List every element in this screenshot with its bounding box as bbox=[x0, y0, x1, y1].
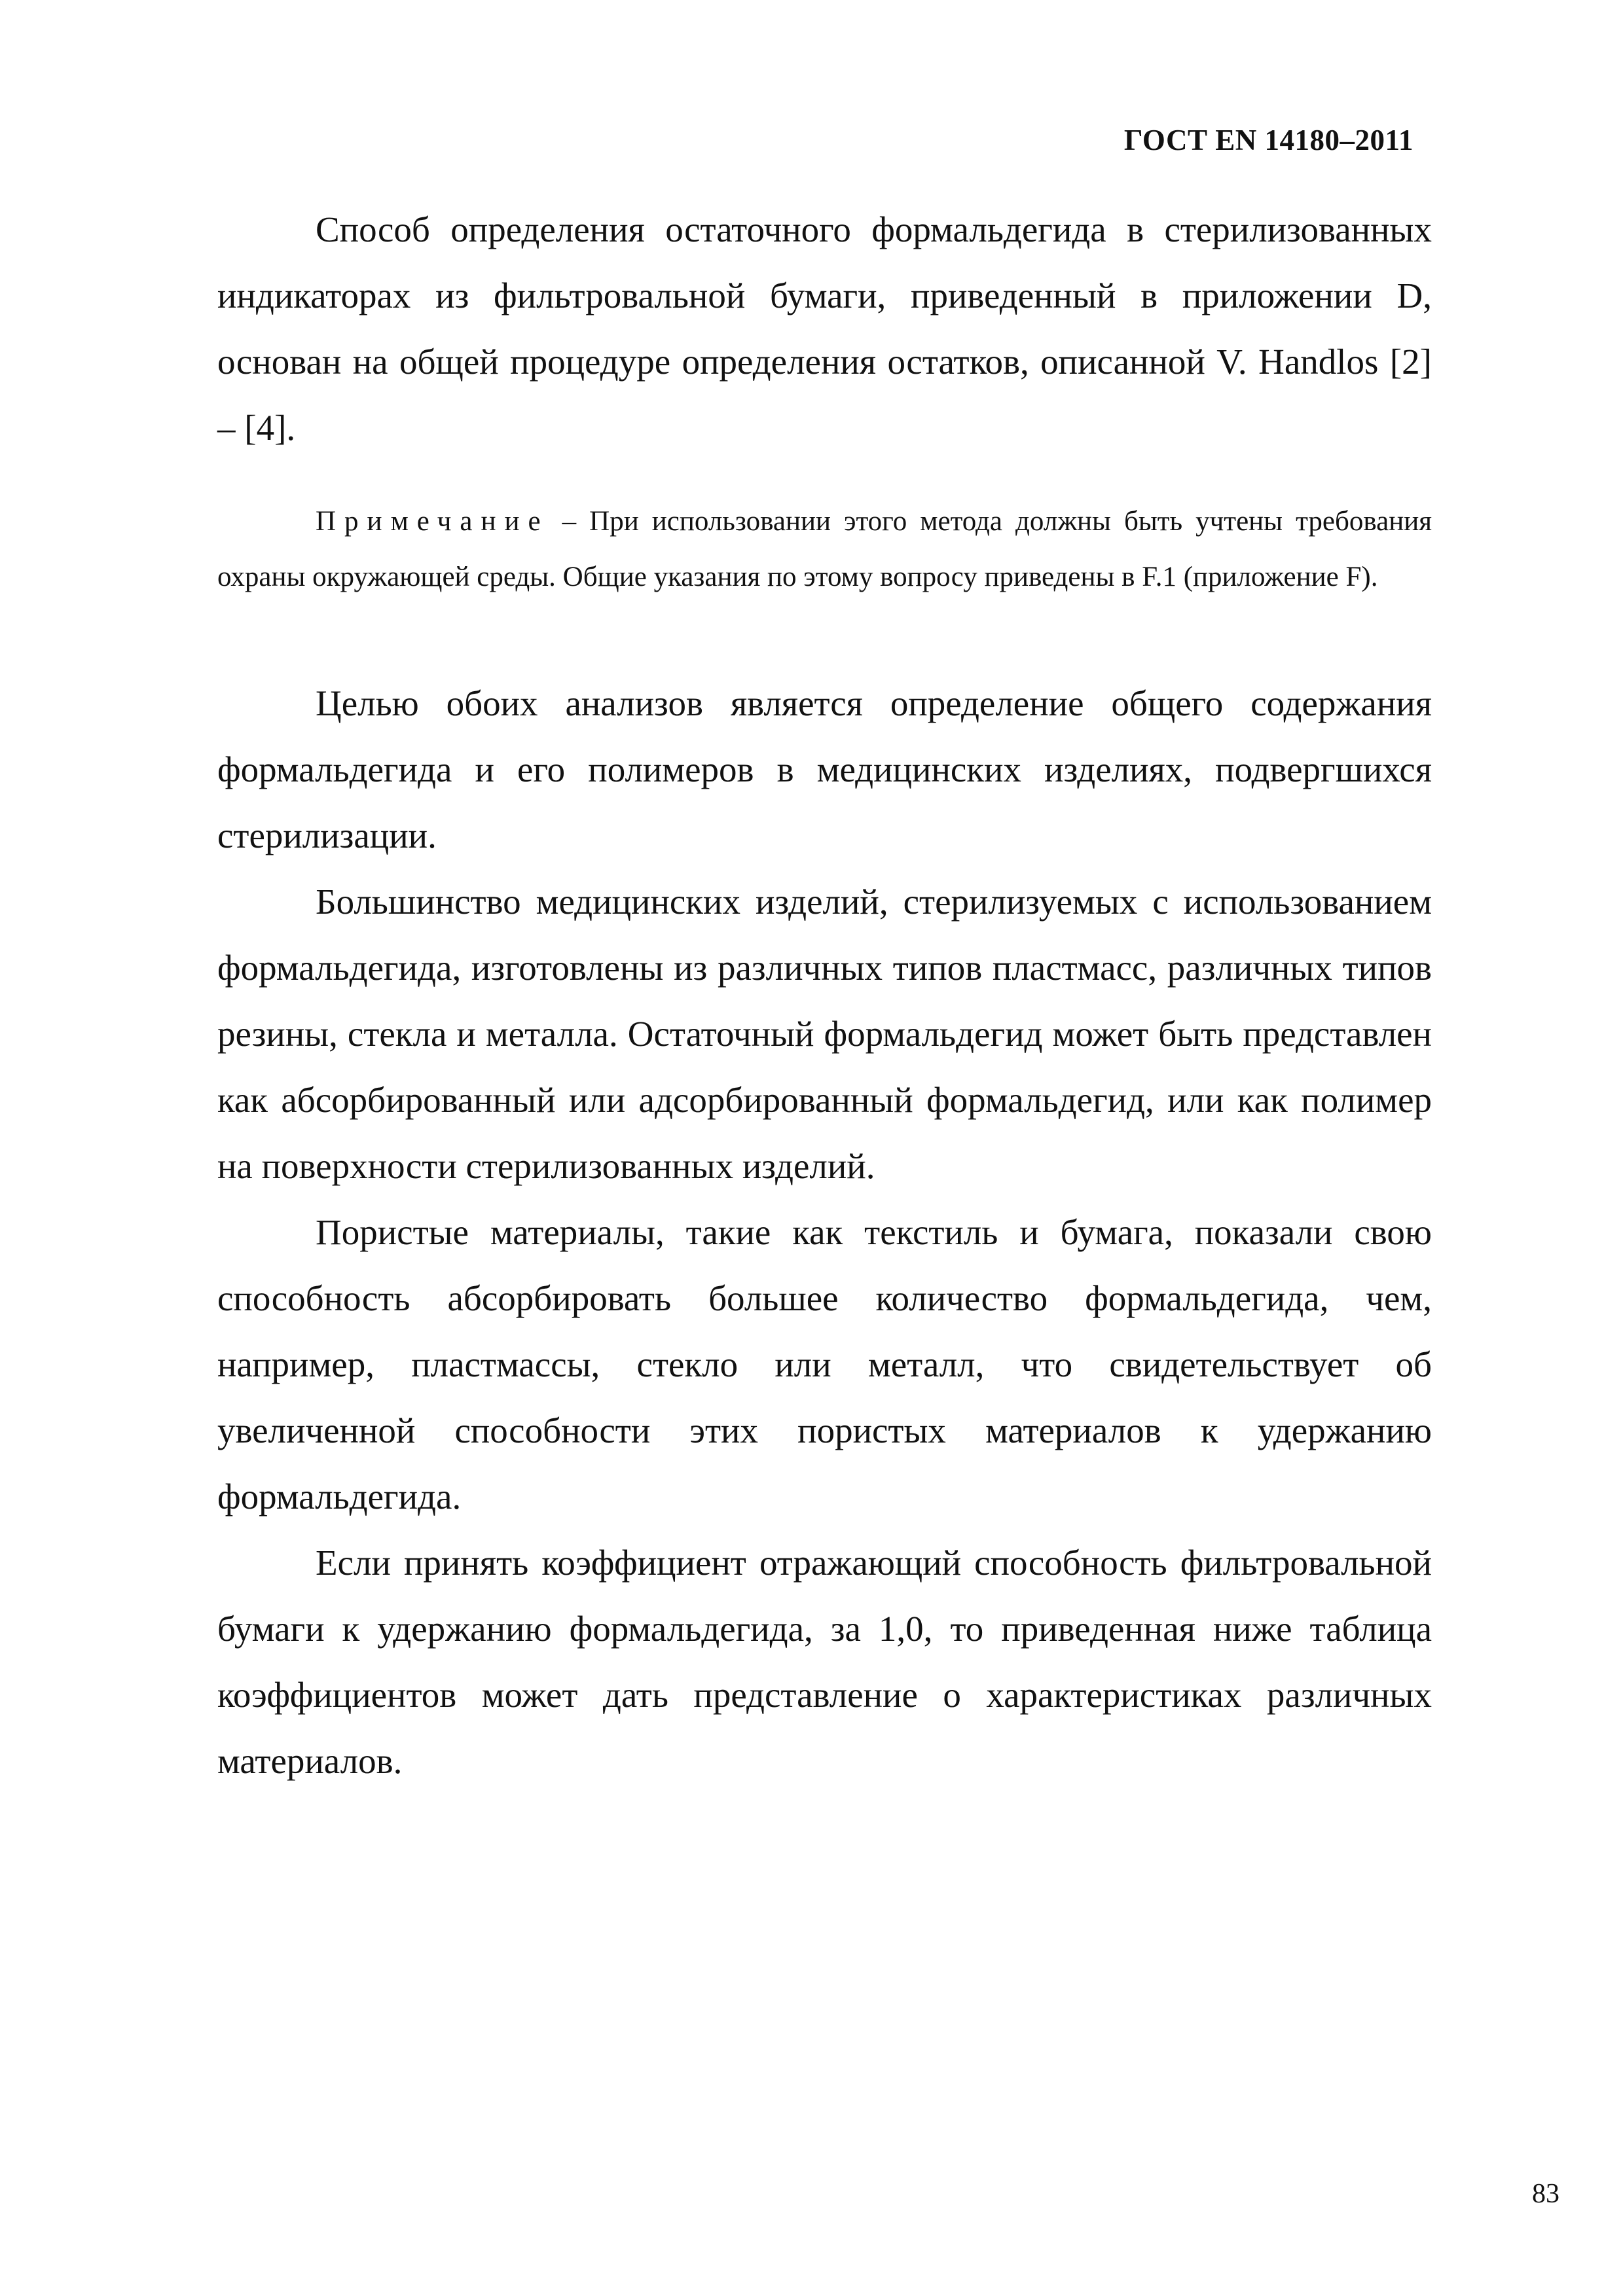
document-header: ГОСТ EN 14180–2011 bbox=[1123, 124, 1413, 156]
page-number: 83 bbox=[1532, 2179, 1559, 2209]
page-body bbox=[217, 196, 1432, 1794]
paragraph-porous: Пористые материалы, такие как текстиль и бумага, показали свою способность абсорбировать большее количество формальдегида, чем, например, пластмассы, стекло или металл, что свидетельствует об увеличенной способности этих пористых материалов к удержанию формальдегида. bbox=[217, 1212, 1432, 1516]
note-text: – При использовании этого метода должны быть учтены требования охраны окружающей среды. Общие указания по этому вопросу приведены в F.1 (приложение F). bbox=[217, 506, 1432, 592]
paragraph-materials: Большинство медицинских изделий, стерилизуемых с использованием формальдегида, изготовлены из различных типов пластмасс, различных типов резины, стекла и металла. Остаточный формальдегид может быть представлен как абсорбированный или адсорбированный формальдегид, или как полимер на поверхности стерилизованных изделий. bbox=[217, 882, 1432, 1186]
note-label: Примечание bbox=[316, 506, 549, 537]
spacer bbox=[217, 461, 1432, 493]
note bbox=[217, 493, 1432, 605]
spacer bbox=[217, 605, 1432, 670]
paragraph-method: Способ определения остаточного формальдегида в стерилизованных индикаторах из фильтровальной бумаги, приведенный в приложении D, основан на общей процедуре определения остатков, описанной V. Handlos [2] – [4]. bbox=[217, 209, 1432, 448]
paragraph-coefficient: Если принять коэффициент отражающий способность фильтровальной бумаги к удержанию формальдегида, за 1,0, то приведенная ниже таблица коэффициентов может дать представление о характеристиках различных материалов. bbox=[217, 1543, 1432, 1781]
paragraph-purpose: Целью обоих анализов является определение общего содержания формальдегида и его полимеров в медицинских изделиях, подвергшихся стерилизации. bbox=[217, 683, 1432, 855]
